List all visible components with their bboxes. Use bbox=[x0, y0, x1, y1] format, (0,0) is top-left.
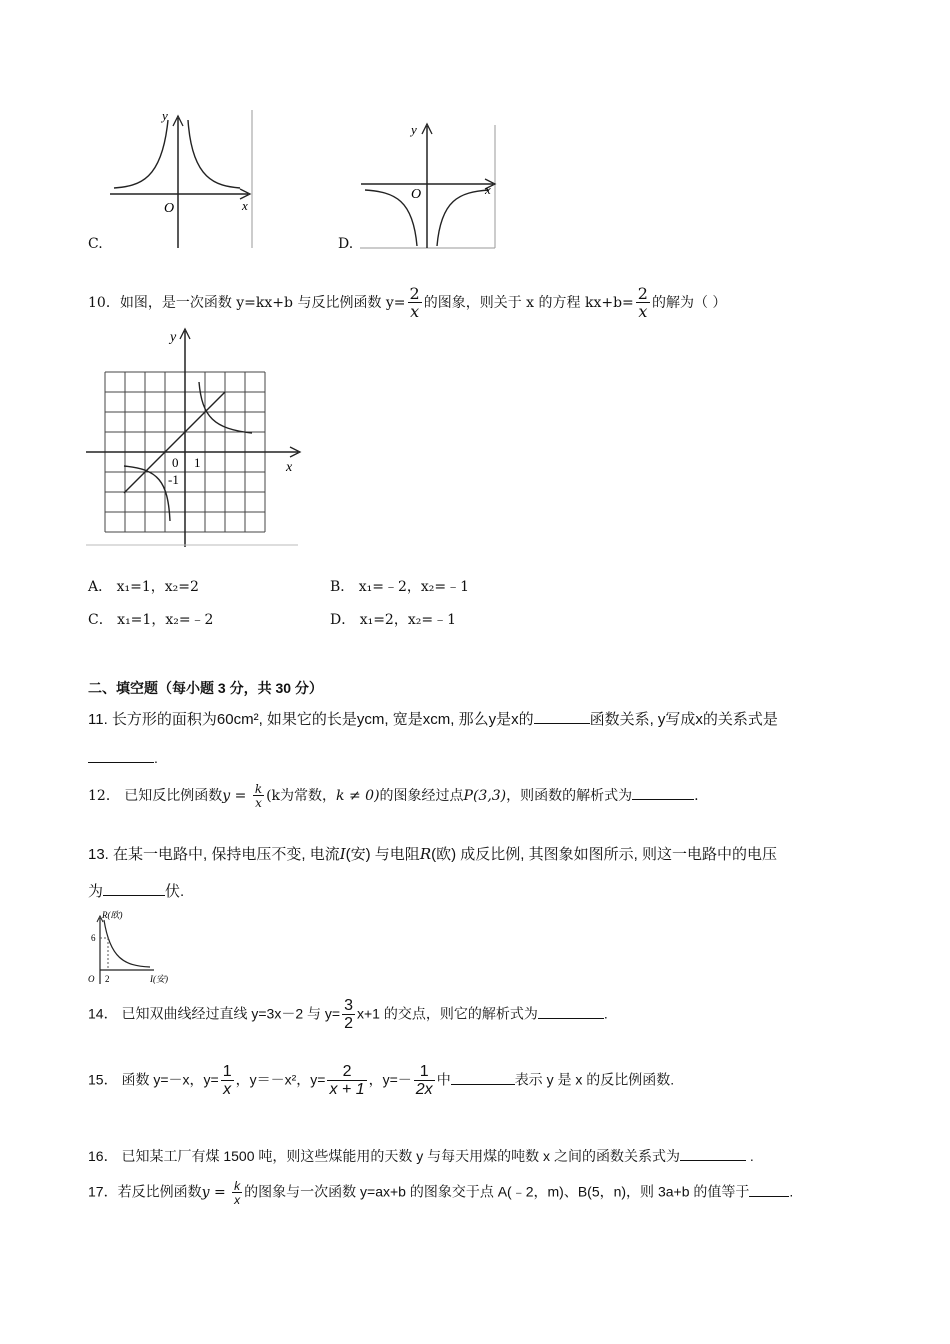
option-text: x₁=1，x₂=2 bbox=[116, 579, 199, 595]
q17-pre: 17．若反比例函数 bbox=[88, 1183, 202, 1200]
q12-cond: k ≠ 0) bbox=[336, 788, 380, 804]
frac-numerator: k bbox=[234, 1179, 241, 1193]
q13-text-e: 伏. bbox=[165, 883, 185, 900]
q13-var-r: R bbox=[419, 845, 432, 863]
q11-line-1 bbox=[88, 708, 778, 729]
frac-denominator: x bbox=[408, 302, 422, 320]
q12-end: ，则函数的解析式为 bbox=[506, 788, 633, 804]
q15-fraction-2 bbox=[327, 1064, 366, 1098]
frac-denominator: x bbox=[234, 1193, 241, 1207]
q12-blank[interactable] bbox=[632, 785, 694, 800]
q16-text: 16． 已知某工厂有煤 1500 吨，则这些煤能用的天数 y 与每天用煤的吨数 x 之间的函数关系式为 bbox=[88, 1148, 680, 1164]
q10-fraction-1 bbox=[408, 286, 422, 320]
q13-text-b: (安) 与电阻 bbox=[345, 846, 420, 863]
q17-post: 的图象与一次函数 y=ax+b 的图象交于点 A(﹣2，m)、B(5，n)，则 3a+b 的值等于 bbox=[244, 1183, 750, 1200]
q13-graph-svg bbox=[84, 908, 194, 990]
frac-denominator: 2x bbox=[415, 1081, 433, 1098]
q15-mid-3: 中 bbox=[436, 1071, 451, 1088]
axis-y-label: y bbox=[162, 110, 168, 123]
q16-question bbox=[88, 1146, 754, 1166]
q10-graph bbox=[84, 325, 304, 550]
q11-blank-1[interactable] bbox=[534, 709, 590, 724]
q12-fraction bbox=[253, 783, 264, 809]
origin-label: O bbox=[164, 201, 175, 216]
frac-numerator: 2 bbox=[637, 284, 648, 303]
graph-i-label: I(安) bbox=[150, 974, 168, 984]
frac-numerator: 3 bbox=[344, 997, 353, 1014]
option-text: x₁=﹣2，x₂=﹣1 bbox=[358, 579, 470, 595]
q15-mid-1: ，y＝－x²，y= bbox=[235, 1071, 326, 1088]
q12-pre: 12． 已知反比例函数 bbox=[88, 788, 223, 804]
curve-right bbox=[188, 120, 240, 188]
q11-line-2 bbox=[88, 748, 158, 766]
q10-text-c: 的解为（ ） bbox=[651, 295, 727, 311]
option-label: B． bbox=[330, 579, 355, 595]
q11-blank-2[interactable] bbox=[88, 748, 154, 763]
q16-blank[interactable] bbox=[680, 1146, 746, 1161]
graph-two-label: 2 bbox=[105, 974, 110, 984]
section-2-title: 二、填空题（每小题 3 分，共 30 分） bbox=[88, 680, 323, 696]
q14-period: . bbox=[603, 1005, 608, 1022]
frac-denominator: x bbox=[221, 1080, 234, 1098]
q12-y-eq: y = bbox=[222, 788, 251, 804]
axis-x-label: x bbox=[485, 182, 491, 197]
q12-question bbox=[88, 783, 699, 809]
q10-fraction-2 bbox=[636, 286, 650, 320]
graph-zero-label: 0 bbox=[172, 455, 179, 470]
q13-var-i: I bbox=[339, 845, 346, 863]
q10-option-a[interactable] bbox=[88, 576, 199, 596]
q12-post: 的图象经过点 bbox=[379, 788, 464, 804]
frac-numerator: 2 bbox=[409, 284, 420, 303]
q10-option-b[interactable] bbox=[330, 576, 469, 596]
graph-x-label: x bbox=[286, 460, 293, 475]
q9-option-d-graph bbox=[355, 120, 500, 250]
q14-question bbox=[88, 998, 608, 1032]
q15-question bbox=[88, 1064, 674, 1098]
q15-blank[interactable] bbox=[451, 1070, 515, 1085]
q17-blank[interactable] bbox=[749, 1182, 789, 1197]
q14-post: x+1 的交点，则它的解析式为 bbox=[356, 1005, 538, 1022]
q12-mid: (k为常数， bbox=[266, 788, 337, 804]
q17-question bbox=[88, 1180, 793, 1206]
q10-number: 10． bbox=[88, 295, 120, 311]
q14-fraction bbox=[342, 998, 355, 1032]
inverse-curve bbox=[104, 920, 150, 967]
curve-left bbox=[114, 120, 168, 188]
q13-graph bbox=[84, 908, 194, 990]
q17-fraction bbox=[232, 1180, 242, 1206]
q9-option-c-label[interactable]: C. bbox=[88, 236, 103, 252]
q12-period: . bbox=[694, 788, 699, 804]
q10-text-a: 如图，是一次函数 y=kx+b 与反比例函数 y= bbox=[119, 295, 406, 311]
frac-denominator: x bbox=[253, 795, 264, 809]
q13-line-1 bbox=[88, 843, 777, 864]
q16-period: . bbox=[749, 1148, 754, 1164]
q12-point: P(3,3) bbox=[463, 788, 507, 804]
hyperbola-branch-2 bbox=[124, 466, 170, 521]
frac-numerator: 1 bbox=[419, 1063, 429, 1080]
q9-option-d-label[interactable]: D. bbox=[338, 236, 354, 252]
q15-post: 表示 y 是 x 的反比例函数. bbox=[514, 1071, 675, 1088]
q17-y-eq: y = bbox=[201, 1184, 231, 1201]
q15-fraction-1 bbox=[221, 1064, 234, 1098]
curve-right bbox=[437, 190, 489, 246]
graph-neg-one-label: -1 bbox=[168, 472, 179, 487]
option-text: x₁=2，x₂=﹣1 bbox=[359, 612, 456, 628]
q10-option-c[interactable] bbox=[88, 609, 213, 629]
q13-text-c: (欧) 成反比例, 其图象如图所示, 则这一电路中的电压 bbox=[431, 846, 777, 863]
q13-text-a: 13. 在某一电路中, 保持电压不变, 电流 bbox=[88, 846, 340, 863]
q17-period: . bbox=[789, 1183, 794, 1200]
frac-numerator: k bbox=[254, 782, 263, 796]
axis-y-label: y bbox=[411, 122, 417, 137]
q10-graph-svg bbox=[84, 325, 304, 550]
q15-pre: 15． 函数 y=－x，y= bbox=[88, 1071, 219, 1088]
q10-question bbox=[88, 286, 726, 320]
q9-graph-d-svg bbox=[355, 120, 500, 250]
q15-fraction-3 bbox=[414, 1064, 435, 1098]
q10-option-d[interactable] bbox=[330, 609, 456, 629]
origin-label: O bbox=[411, 187, 422, 202]
option-label: A． bbox=[88, 579, 113, 595]
q11-text: 11. 长方形的面积为60cm², 如果它的长是ycm, 宽是xcm, 那么y是x的 bbox=[88, 711, 534, 728]
q13-blank[interactable] bbox=[103, 881, 165, 896]
curve-left bbox=[365, 190, 417, 246]
graph-o-label: O bbox=[88, 974, 95, 984]
graph-y-label: y bbox=[170, 330, 177, 345]
q14-pre: 14． 已知双曲线经过直线 y=3x－2 与 y= bbox=[88, 1005, 341, 1022]
q15-mid-2: ，y=－ bbox=[368, 1071, 412, 1088]
frac-denominator: 2 bbox=[344, 1015, 353, 1032]
frac-numerator: 2 bbox=[342, 1063, 352, 1080]
q13-text-d: 为 bbox=[88, 883, 104, 900]
frac-denominator: x + 1 bbox=[329, 1081, 365, 1098]
graph-six-label: 6 bbox=[91, 933, 96, 943]
q14-blank[interactable] bbox=[538, 1004, 604, 1019]
q10-text-b: 的图象，则关于 x 的方程 kx+b= bbox=[423, 295, 634, 311]
option-label: D． bbox=[330, 612, 356, 628]
axis-x-label: x bbox=[242, 198, 248, 213]
q11-period: . bbox=[154, 750, 158, 766]
graph-one-label: 1 bbox=[194, 455, 201, 470]
option-text: x₁=1，x₂=﹣2 bbox=[117, 612, 214, 628]
q9-graph-c-svg bbox=[100, 110, 260, 250]
frac-denominator: x bbox=[636, 302, 650, 320]
q9-option-c-graph bbox=[100, 110, 260, 250]
q13-line-2 bbox=[88, 880, 184, 901]
frac-numerator: 1 bbox=[222, 1063, 232, 1080]
q11-text-end: 函数关系, y写成x的关系式是 bbox=[589, 711, 778, 728]
graph-r-label: R(欧) bbox=[102, 910, 123, 920]
option-label: C． bbox=[88, 612, 113, 628]
